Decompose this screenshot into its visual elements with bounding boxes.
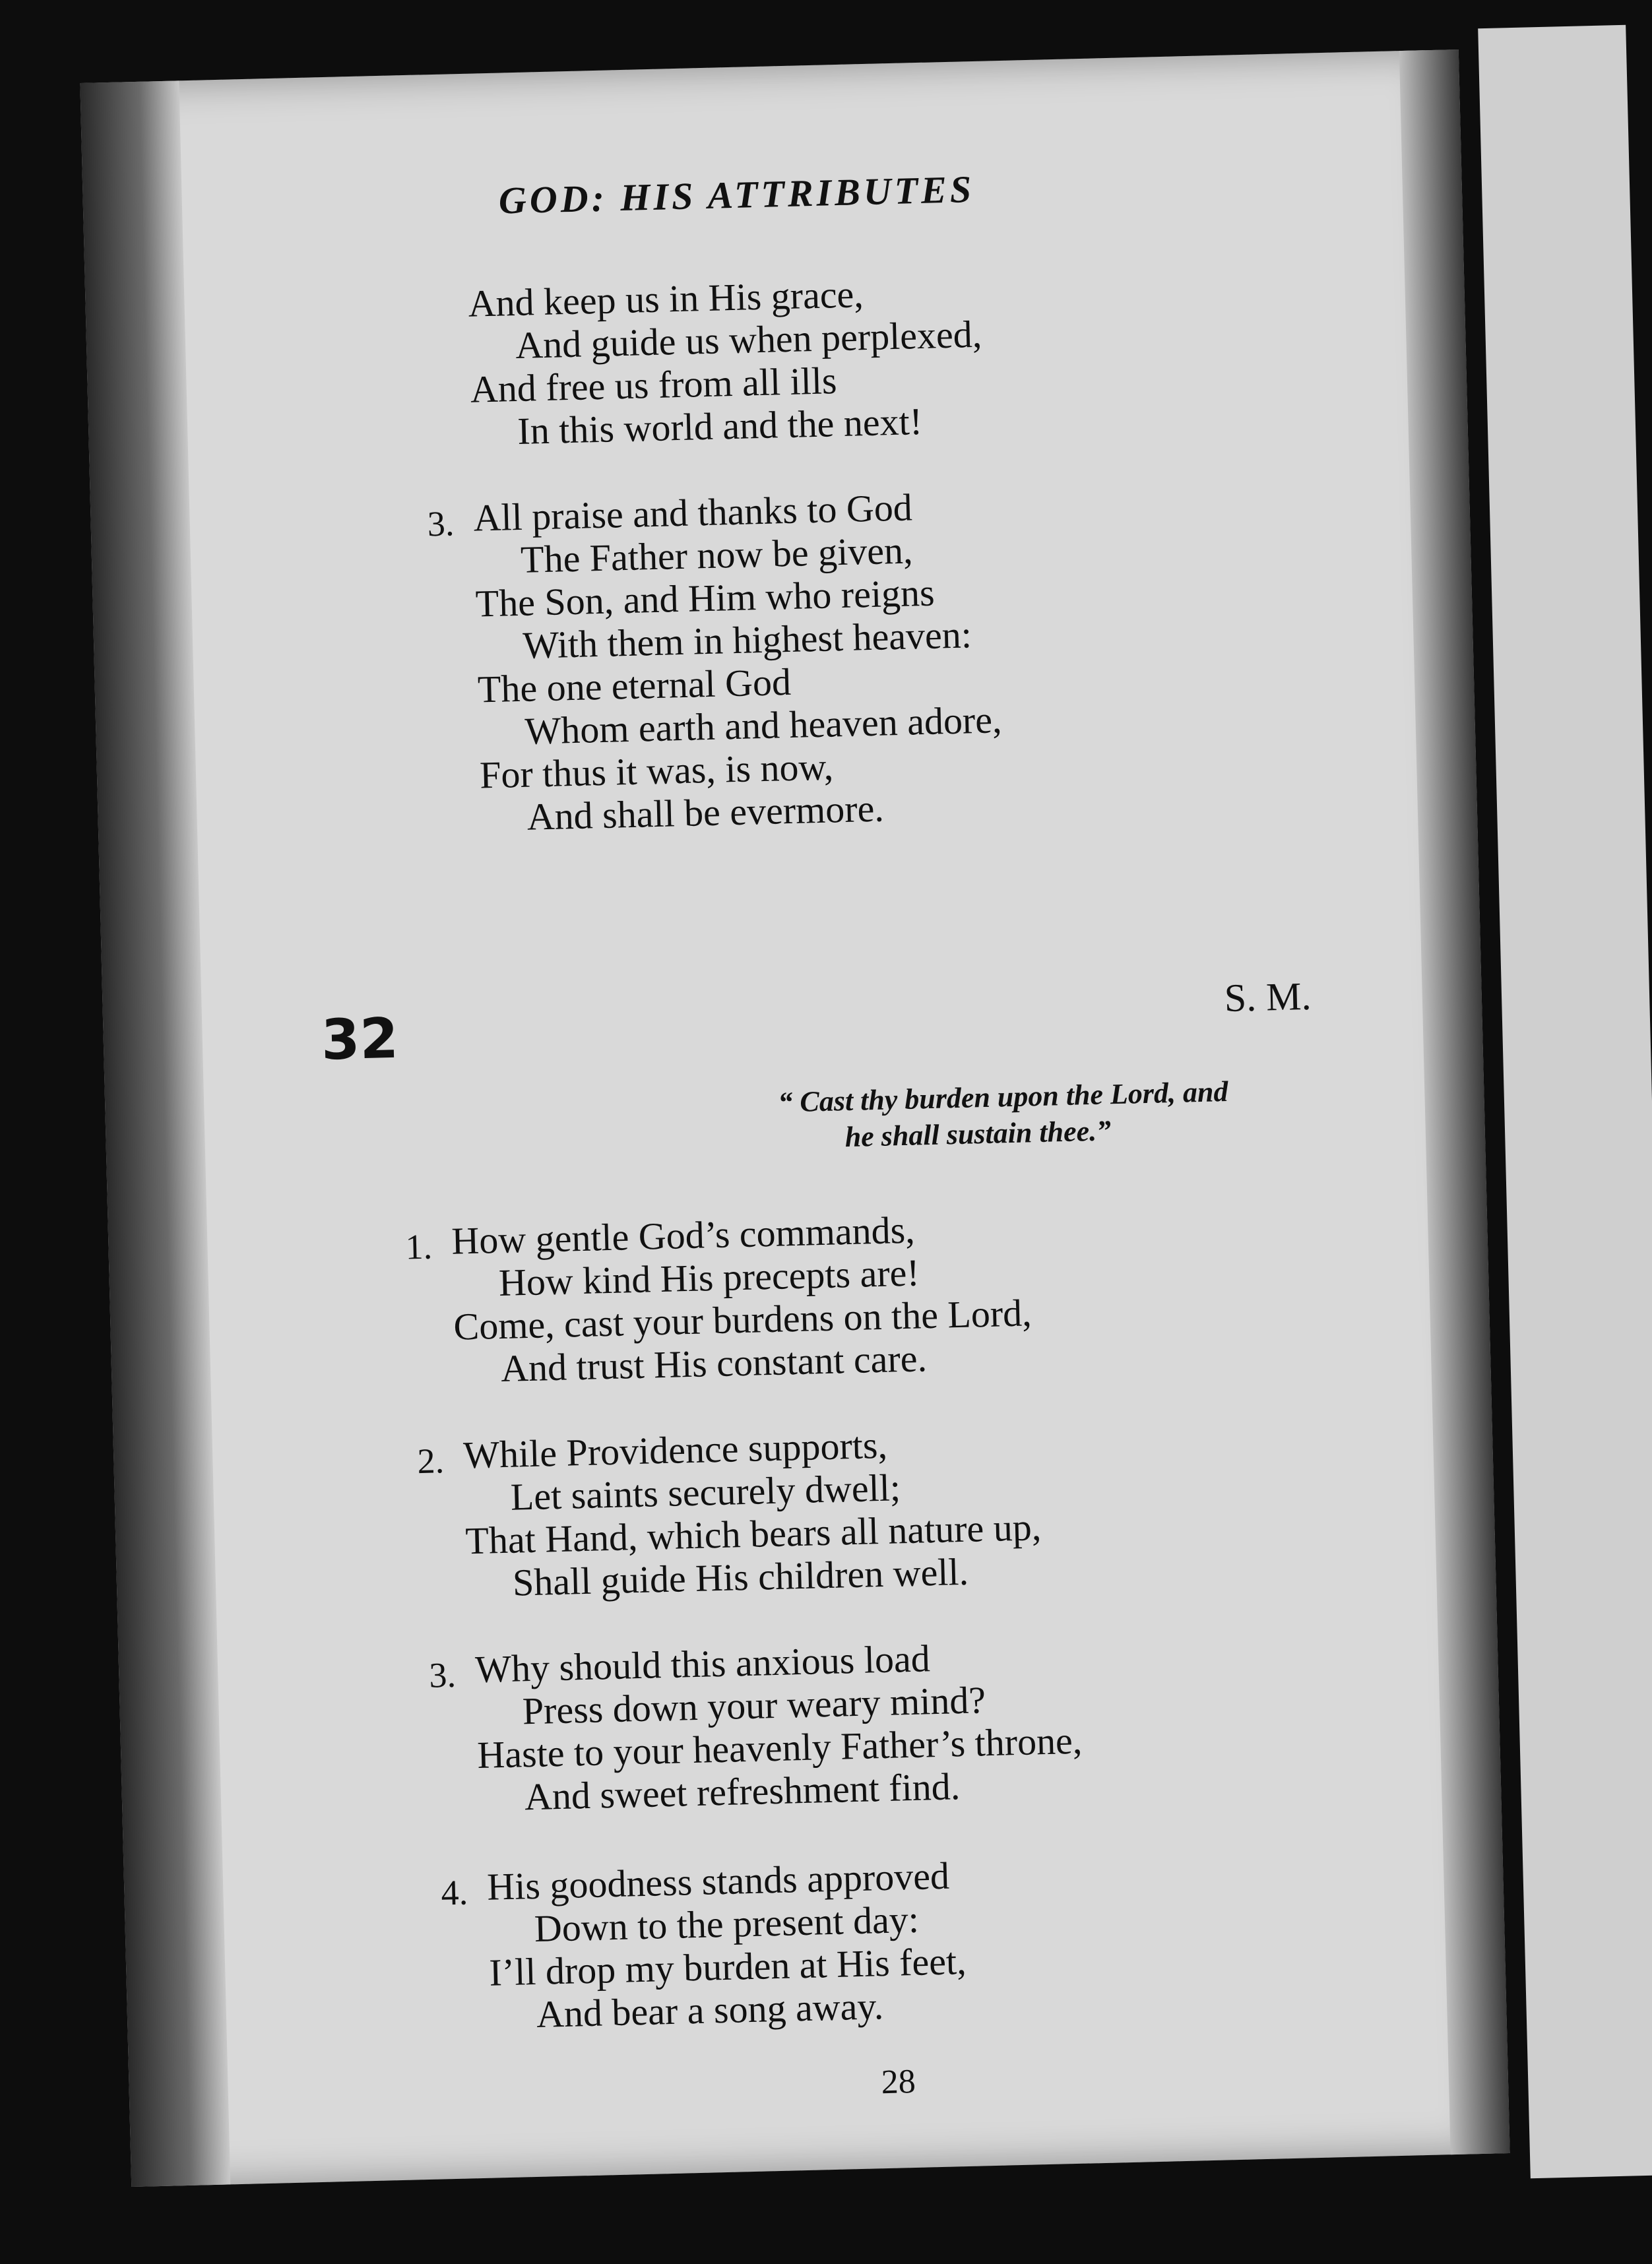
verse-line: All praise and thanks to God [472,486,913,540]
hymn-number: 32 [320,1005,399,1073]
verse-line: How gentle God’s commands, [451,1208,916,1263]
verse-line: And bear a song away. [536,1984,884,2036]
verse-line: And trust His constant care. [500,1336,928,1390]
verse-line: How kind His precepts are! [498,1251,920,1305]
verse-line: Haste to your heavenly Father’s throne, [476,1718,1083,1777]
book-page [80,49,1509,2187]
adjacent-page [1478,25,1652,2178]
verse-line: Whom earth and heaven adore, [524,698,1003,753]
epigraph-line-2: he shall sustain thee.” [844,1114,1112,1154]
verse-number: 4. [440,1872,468,1913]
verse-line: Let saints securely dwell; [510,1466,901,1519]
verse-line: And shall be evermore. [526,786,885,838]
verse-line: That Hand, which bears all nature up, [464,1505,1042,1563]
verse-line: For thus it was, is now, [479,745,834,797]
verse-number: 1. [404,1226,433,1267]
continued-line-1: And keep us in His grace, [467,272,864,325]
continued-line-4: In this world and the next! [517,399,923,453]
verse-number: 3. [428,1654,457,1695]
verse-line: With them in highest heaven: [522,613,972,667]
verse-number: 3. [427,503,455,544]
verse-line: I’ll drop my burden at His feet, [488,1939,967,1994]
verse-line: Press down your weary mind? [522,1678,986,1733]
verse-line: The Son, and Him who reigns [475,571,936,625]
verse-line: Come, cast your burdens on the Lord, [453,1291,1032,1348]
verse-line: Shall guide His children well. [512,1550,969,1604]
continued-line-3: And free us from all ills [470,359,838,411]
verse-number: 2. [416,1441,445,1482]
page-binding [80,80,230,2187]
continued-line-2: And guide us when perplexed, [515,312,982,367]
verse-line: Down to the present day: [534,1897,920,1951]
verse-line: His goodness stands approved [486,1854,950,1908]
hymn-meter: S. M. [1223,974,1312,1021]
epigraph-line-1: “ Cast thy burden upon the Lord, and [777,1075,1228,1119]
verse-line: The Father now be given, [520,528,914,581]
verse-line: The one eternal God [477,660,792,711]
verse-line: And sweet refreshment find. [524,1765,961,1819]
running-header: GOD: HIS ATTRIBUTES [498,167,975,222]
verse-line: While Providence supports, [462,1423,888,1477]
page-number: 28 [881,2062,916,2102]
verse-line: Why should this anxious load [474,1637,931,1691]
